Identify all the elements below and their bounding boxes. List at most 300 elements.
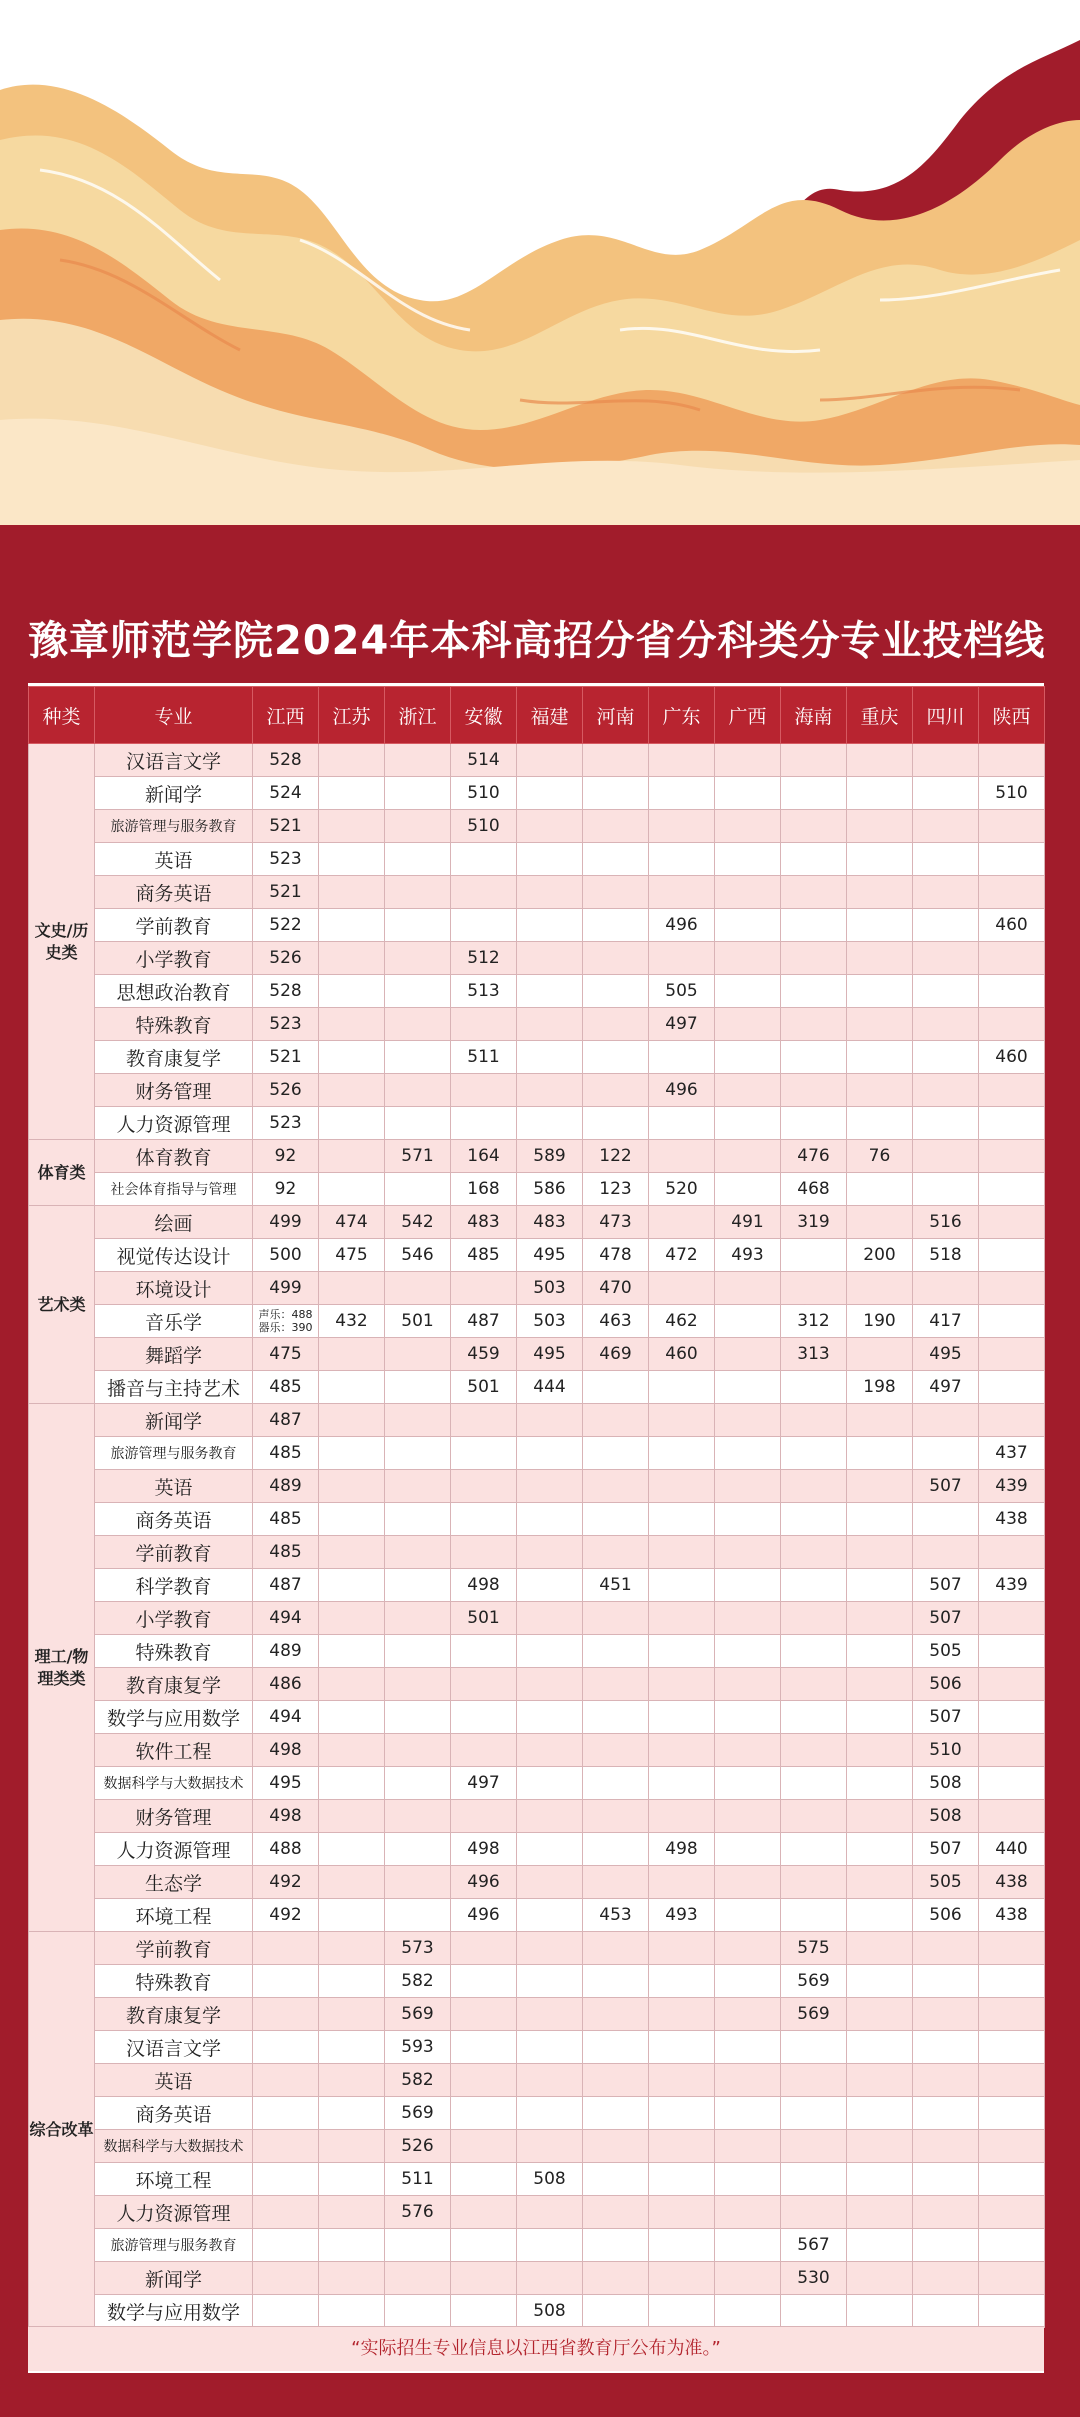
- major-cell: 绘画: [95, 1206, 253, 1239]
- cloud-banner-illustration: [0, 0, 1080, 525]
- score-cell: [715, 2163, 781, 2196]
- score-cell: [517, 777, 583, 810]
- score-cell: 507: [913, 1701, 979, 1734]
- score-cell: 511: [385, 2163, 451, 2196]
- score-cell: [781, 2064, 847, 2097]
- column-header: 陕西: [979, 687, 1045, 744]
- score-cell: [847, 777, 913, 810]
- table-row: [29, 975, 1045, 1008]
- score-cell: [715, 1932, 781, 1965]
- score-cell: [583, 1470, 649, 1503]
- score-cell: [319, 942, 385, 975]
- score-cell: [847, 1734, 913, 1767]
- score-cell: 493: [715, 1239, 781, 1272]
- score-cell: [319, 1701, 385, 1734]
- score-cell: [253, 2196, 319, 2229]
- score-cell: [979, 942, 1045, 975]
- score-cell: [451, 1536, 517, 1569]
- score-cell: 496: [451, 1899, 517, 1932]
- score-cell: [385, 1899, 451, 1932]
- table-row: [29, 1965, 1045, 1998]
- score-cell: [649, 1140, 715, 1173]
- score-cell: [847, 810, 913, 843]
- score-cell: [517, 2262, 583, 2295]
- score-cell: [517, 1470, 583, 1503]
- score-cell: 438: [979, 1503, 1045, 1536]
- score-cell: [979, 2031, 1045, 2064]
- score-cell: [385, 777, 451, 810]
- score-cell: [781, 1767, 847, 1800]
- score-cell: 313: [781, 1338, 847, 1371]
- score-cell: [517, 876, 583, 909]
- score-cell: [979, 1998, 1045, 2031]
- column-header: 四川: [913, 687, 979, 744]
- score-cell: [649, 1635, 715, 1668]
- score-cell: [847, 1899, 913, 1932]
- score-cell: [715, 1173, 781, 1206]
- score-cell: [649, 1404, 715, 1437]
- score-cell: [913, 975, 979, 1008]
- score-cell: [781, 1041, 847, 1074]
- score-cell: [715, 1701, 781, 1734]
- table-row: [29, 1701, 1045, 1734]
- score-cell: [649, 2229, 715, 2262]
- table-row: [29, 843, 1045, 876]
- table-header: [29, 687, 1045, 744]
- score-cell: 499: [253, 1206, 319, 1239]
- score-cell: [385, 975, 451, 1008]
- score-cell: [979, 744, 1045, 777]
- score-cell: 76: [847, 1140, 913, 1173]
- table-row: [29, 909, 1045, 942]
- score-cell: [319, 2097, 385, 2130]
- score-cell: [979, 1272, 1045, 1305]
- score-cell: 507: [913, 1602, 979, 1635]
- score-cell: 524: [253, 777, 319, 810]
- table-row: [29, 1470, 1045, 1503]
- score-cell: [649, 1602, 715, 1635]
- page-title: 豫章师范学院2024年本科高招分省分科类分专业投档线: [28, 618, 1046, 664]
- table-row: [29, 1173, 1045, 1206]
- score-cell: [319, 843, 385, 876]
- score-cell: [979, 975, 1045, 1008]
- score-cell: [385, 942, 451, 975]
- major-cell: 人力资源管理: [95, 1833, 253, 1866]
- score-cell: [517, 1668, 583, 1701]
- score-cell: [319, 1536, 385, 1569]
- score-cell: [847, 1404, 913, 1437]
- score-cell: 506: [913, 1668, 979, 1701]
- score-cell: 486: [253, 1668, 319, 1701]
- score-cell: [583, 876, 649, 909]
- score-cell: [913, 1932, 979, 1965]
- table-row: [29, 2130, 1045, 2163]
- major-cell: 数学与应用数学: [95, 2295, 253, 2328]
- score-cell: [781, 1470, 847, 1503]
- score-cell: 523: [253, 843, 319, 876]
- score-cell: [979, 1734, 1045, 1767]
- score-cell: 573: [385, 1932, 451, 1965]
- score-cell: [583, 744, 649, 777]
- score-cell: 489: [253, 1470, 319, 1503]
- score-cell: [715, 1800, 781, 1833]
- score-cell: [517, 1107, 583, 1140]
- score-cell: 200: [847, 1239, 913, 1272]
- score-cell: 491: [715, 1206, 781, 1239]
- score-cell: 487: [451, 1305, 517, 1338]
- score-cell: [781, 2295, 847, 2328]
- score-cell: 190: [847, 1305, 913, 1338]
- score-cell: 470: [583, 1272, 649, 1305]
- score-cell: [649, 2097, 715, 2130]
- table-row: [29, 2295, 1045, 2328]
- score-cell: 506: [913, 1899, 979, 1932]
- score-cell: [517, 744, 583, 777]
- score-cell: [715, 2295, 781, 2328]
- score-cell: [649, 2262, 715, 2295]
- score-cell: [913, 1536, 979, 1569]
- score-cell: [649, 1206, 715, 1239]
- score-cell: [781, 1800, 847, 1833]
- score-cell: [583, 1635, 649, 1668]
- score-cell: 497: [649, 1008, 715, 1041]
- score-cell: [319, 1107, 385, 1140]
- score-cell: [979, 1965, 1045, 1998]
- score-cell: [781, 1569, 847, 1602]
- score-cell: [583, 1041, 649, 1074]
- column-header: 安徽: [451, 687, 517, 744]
- score-cell: 92: [253, 1173, 319, 1206]
- score-cell: [715, 1404, 781, 1437]
- column-header: 专业: [95, 687, 253, 744]
- score-cell: [451, 2262, 517, 2295]
- score-cell: 497: [451, 1767, 517, 1800]
- score-cell: [649, 777, 715, 810]
- major-cell: 教育康复学: [95, 1998, 253, 2031]
- score-cell: [319, 1734, 385, 1767]
- score-cell: [319, 909, 385, 942]
- score-cell: 575: [781, 1932, 847, 1965]
- score-cell: [979, 1008, 1045, 1041]
- score-cell: [781, 1371, 847, 1404]
- major-cell: 学前教育: [95, 1932, 253, 1965]
- score-cell: [979, 810, 1045, 843]
- score-cell: 472: [649, 1239, 715, 1272]
- score-cell: [715, 1569, 781, 1602]
- score-cell: [583, 1503, 649, 1536]
- score-cell: [517, 1008, 583, 1041]
- score-cell: [385, 1470, 451, 1503]
- score-cell: [319, 975, 385, 1008]
- score-cell: [385, 1767, 451, 1800]
- score-cell: 501: [451, 1371, 517, 1404]
- score-cell: [913, 2196, 979, 2229]
- score-cell: [319, 1272, 385, 1305]
- major-cell: 财务管理: [95, 1800, 253, 1833]
- score-cell: [979, 1140, 1045, 1173]
- score-cell: [319, 1602, 385, 1635]
- score-cell: [517, 1767, 583, 1800]
- score-cell: [913, 2229, 979, 2262]
- score-cell: 589: [517, 1140, 583, 1173]
- score-cell: [385, 1734, 451, 1767]
- score-cell: 498: [253, 1734, 319, 1767]
- score-cell: [583, 975, 649, 1008]
- score-cell: [715, 1470, 781, 1503]
- score-cell: [913, 1998, 979, 2031]
- score-cell: [847, 1206, 913, 1239]
- score-cell: [451, 909, 517, 942]
- score-cell: 478: [583, 1239, 649, 1272]
- score-cell: 438: [979, 1899, 1045, 1932]
- score-cell: [649, 1767, 715, 1800]
- score-cell: [979, 2262, 1045, 2295]
- score-cell: [979, 2064, 1045, 2097]
- score-cell: [649, 843, 715, 876]
- score-cell: [781, 1833, 847, 1866]
- major-cell: 舞蹈学: [95, 1338, 253, 1371]
- score-cell: [451, 1965, 517, 1998]
- major-cell: 思想政治教育: [95, 975, 253, 1008]
- major-cell: 体育教育: [95, 1140, 253, 1173]
- score-cell: [253, 2262, 319, 2295]
- score-cell: [649, 2196, 715, 2229]
- score-cell: [847, 1272, 913, 1305]
- score-cell: 312: [781, 1305, 847, 1338]
- score-cell: [847, 1338, 913, 1371]
- score-cell: [517, 942, 583, 975]
- major-cell: 科学教育: [95, 1569, 253, 1602]
- score-cell: 512: [451, 942, 517, 975]
- score-cell: [781, 2130, 847, 2163]
- score-cell: [319, 1899, 385, 1932]
- score-cell: [715, 744, 781, 777]
- score-cell: [253, 2097, 319, 2130]
- score-cell: [451, 2031, 517, 2064]
- score-cell: [847, 1866, 913, 1899]
- score-cell: 510: [913, 1734, 979, 1767]
- score-cell: [517, 1965, 583, 1998]
- score-cell: 460: [979, 1041, 1045, 1074]
- score-cell: [253, 2130, 319, 2163]
- column-header: 浙江: [385, 687, 451, 744]
- score-cell: [715, 1140, 781, 1173]
- score-cell: 469: [583, 1338, 649, 1371]
- score-cell: 586: [517, 1173, 583, 1206]
- major-cell: 环境工程: [95, 1899, 253, 1932]
- score-cell: [319, 1470, 385, 1503]
- score-cell: [583, 1074, 649, 1107]
- table-row: [29, 1437, 1045, 1470]
- score-cell: 489: [253, 1635, 319, 1668]
- score-cell: [715, 1965, 781, 1998]
- score-cell: [847, 876, 913, 909]
- score-cell: [847, 1569, 913, 1602]
- score-cell: [451, 1800, 517, 1833]
- score-cell: 483: [517, 1206, 583, 1239]
- score-cell: [715, 1437, 781, 1470]
- score-cell: 507: [913, 1569, 979, 1602]
- score-cell: [517, 1437, 583, 1470]
- score-cell: [781, 2097, 847, 2130]
- table-row: [29, 1503, 1045, 1536]
- score-cell: [979, 1701, 1045, 1734]
- score-cell: [385, 1107, 451, 1140]
- major-cell: 生态学: [95, 1866, 253, 1899]
- score-cell: [319, 1833, 385, 1866]
- major-cell: 商务英语: [95, 1503, 253, 1536]
- score-cell: [913, 2097, 979, 2130]
- score-cell: [649, 1371, 715, 1404]
- score-cell: [913, 1965, 979, 1998]
- score-cell: [649, 1569, 715, 1602]
- table-row: [29, 1338, 1045, 1371]
- score-cell: 463: [583, 1305, 649, 1338]
- score-cell: [781, 1074, 847, 1107]
- score-cell: [847, 1173, 913, 1206]
- score-cell: [451, 1503, 517, 1536]
- score-cell: [847, 843, 913, 876]
- score-cell: [781, 942, 847, 975]
- score-cell: [715, 1767, 781, 1800]
- score-cell: [649, 744, 715, 777]
- score-cell: 485: [253, 1536, 319, 1569]
- score-cell: [385, 1800, 451, 1833]
- score-cell: [649, 2295, 715, 2328]
- score-cell: [781, 1503, 847, 1536]
- score-cell: [979, 1371, 1045, 1404]
- score-cell: [715, 1734, 781, 1767]
- score-cell: [979, 1206, 1045, 1239]
- score-cell: [451, 843, 517, 876]
- score-cell: [319, 2031, 385, 2064]
- score-cell: 510: [451, 777, 517, 810]
- table-row: [29, 2262, 1045, 2295]
- score-cell: 495: [913, 1338, 979, 1371]
- score-cell: [715, 2031, 781, 2064]
- score-cell: [253, 2064, 319, 2097]
- score-cell: [847, 2295, 913, 2328]
- score-cell: [715, 1998, 781, 2031]
- score-cell: 528: [253, 744, 319, 777]
- score-cell: [781, 1734, 847, 1767]
- score-cell: [253, 1305, 319, 1338]
- score-cell: [649, 1107, 715, 1140]
- score-cell: 498: [451, 1569, 517, 1602]
- score-cell: [319, 2163, 385, 2196]
- score-cell: [319, 1965, 385, 1998]
- score-cell: [715, 1305, 781, 1338]
- score-cell: [649, 1437, 715, 1470]
- major-cell: 旅游管理与服务教育: [95, 810, 253, 843]
- score-cell: [913, 1140, 979, 1173]
- score-cell: [781, 975, 847, 1008]
- score-cell: [385, 2229, 451, 2262]
- score-cell: [583, 2295, 649, 2328]
- score-cell: [649, 1800, 715, 1833]
- score-cell: 526: [385, 2130, 451, 2163]
- score-cell: [715, 1668, 781, 1701]
- score-cell: 468: [781, 1173, 847, 1206]
- score-cell: 122: [583, 1140, 649, 1173]
- score-cell: 168: [451, 1173, 517, 1206]
- table-row: [29, 1305, 1045, 1338]
- score-cell: [649, 1536, 715, 1569]
- table-row: [29, 1767, 1045, 1800]
- score-cell: [847, 2229, 913, 2262]
- score-cell: [979, 1404, 1045, 1437]
- score-cell: [517, 1866, 583, 1899]
- score-cell: [649, 942, 715, 975]
- score-cell: 514: [451, 744, 517, 777]
- score-cell: [979, 876, 1045, 909]
- score-cell: [847, 1536, 913, 1569]
- score-cell: [649, 876, 715, 909]
- score-cell: [517, 975, 583, 1008]
- score-cell: [583, 1932, 649, 1965]
- score-cell: [847, 1503, 913, 1536]
- major-cell: 播音与主持艺术: [95, 1371, 253, 1404]
- score-cell: [715, 2262, 781, 2295]
- score-cell: [715, 1107, 781, 1140]
- score-cell: [847, 1965, 913, 1998]
- score-cell: [913, 2163, 979, 2196]
- major-cell: 汉语言文学: [95, 2031, 253, 2064]
- score-cell: [583, 1602, 649, 1635]
- score-cell: [979, 1800, 1045, 1833]
- major-cell: 环境设计: [95, 1272, 253, 1305]
- major-cell: 教育康复学: [95, 1668, 253, 1701]
- score-cell: [781, 2196, 847, 2229]
- major-cell: 英语: [95, 2064, 253, 2097]
- score-cell: 487: [253, 1569, 319, 1602]
- score-cell: 521: [253, 810, 319, 843]
- score-cell: [517, 1932, 583, 1965]
- score-cell: [979, 1173, 1045, 1206]
- score-cell: 571: [385, 1140, 451, 1173]
- score-cell: [385, 1569, 451, 1602]
- score-cell: [385, 1008, 451, 1041]
- score-cell: [649, 1734, 715, 1767]
- score-cell: 505: [913, 1866, 979, 1899]
- score-cell: [979, 2196, 1045, 2229]
- score-cell: 501: [451, 1602, 517, 1635]
- score-cell: [847, 1041, 913, 1074]
- score-cell: [979, 1338, 1045, 1371]
- table-row: [29, 2031, 1045, 2064]
- score-cell: 439: [979, 1470, 1045, 1503]
- score-cell: [385, 1041, 451, 1074]
- score-cell: [979, 1602, 1045, 1635]
- score-cell: [649, 1668, 715, 1701]
- table-row: [29, 1404, 1045, 1437]
- score-cell: [517, 2130, 583, 2163]
- table-row: [29, 1734, 1045, 1767]
- column-header: 江苏: [319, 687, 385, 744]
- score-cell: [385, 1437, 451, 1470]
- score-cell: 485: [253, 1437, 319, 1470]
- score-cell: [583, 1998, 649, 2031]
- score-cell: [517, 1074, 583, 1107]
- score-cell: [451, 1932, 517, 1965]
- major-cell: 人力资源管理: [95, 1107, 253, 1140]
- score-cell: [319, 2262, 385, 2295]
- score-cell: [715, 942, 781, 975]
- major-cell: 商务英语: [95, 2097, 253, 2130]
- score-cell: [451, 1734, 517, 1767]
- score-cell: [781, 1602, 847, 1635]
- score-cell: [847, 2097, 913, 2130]
